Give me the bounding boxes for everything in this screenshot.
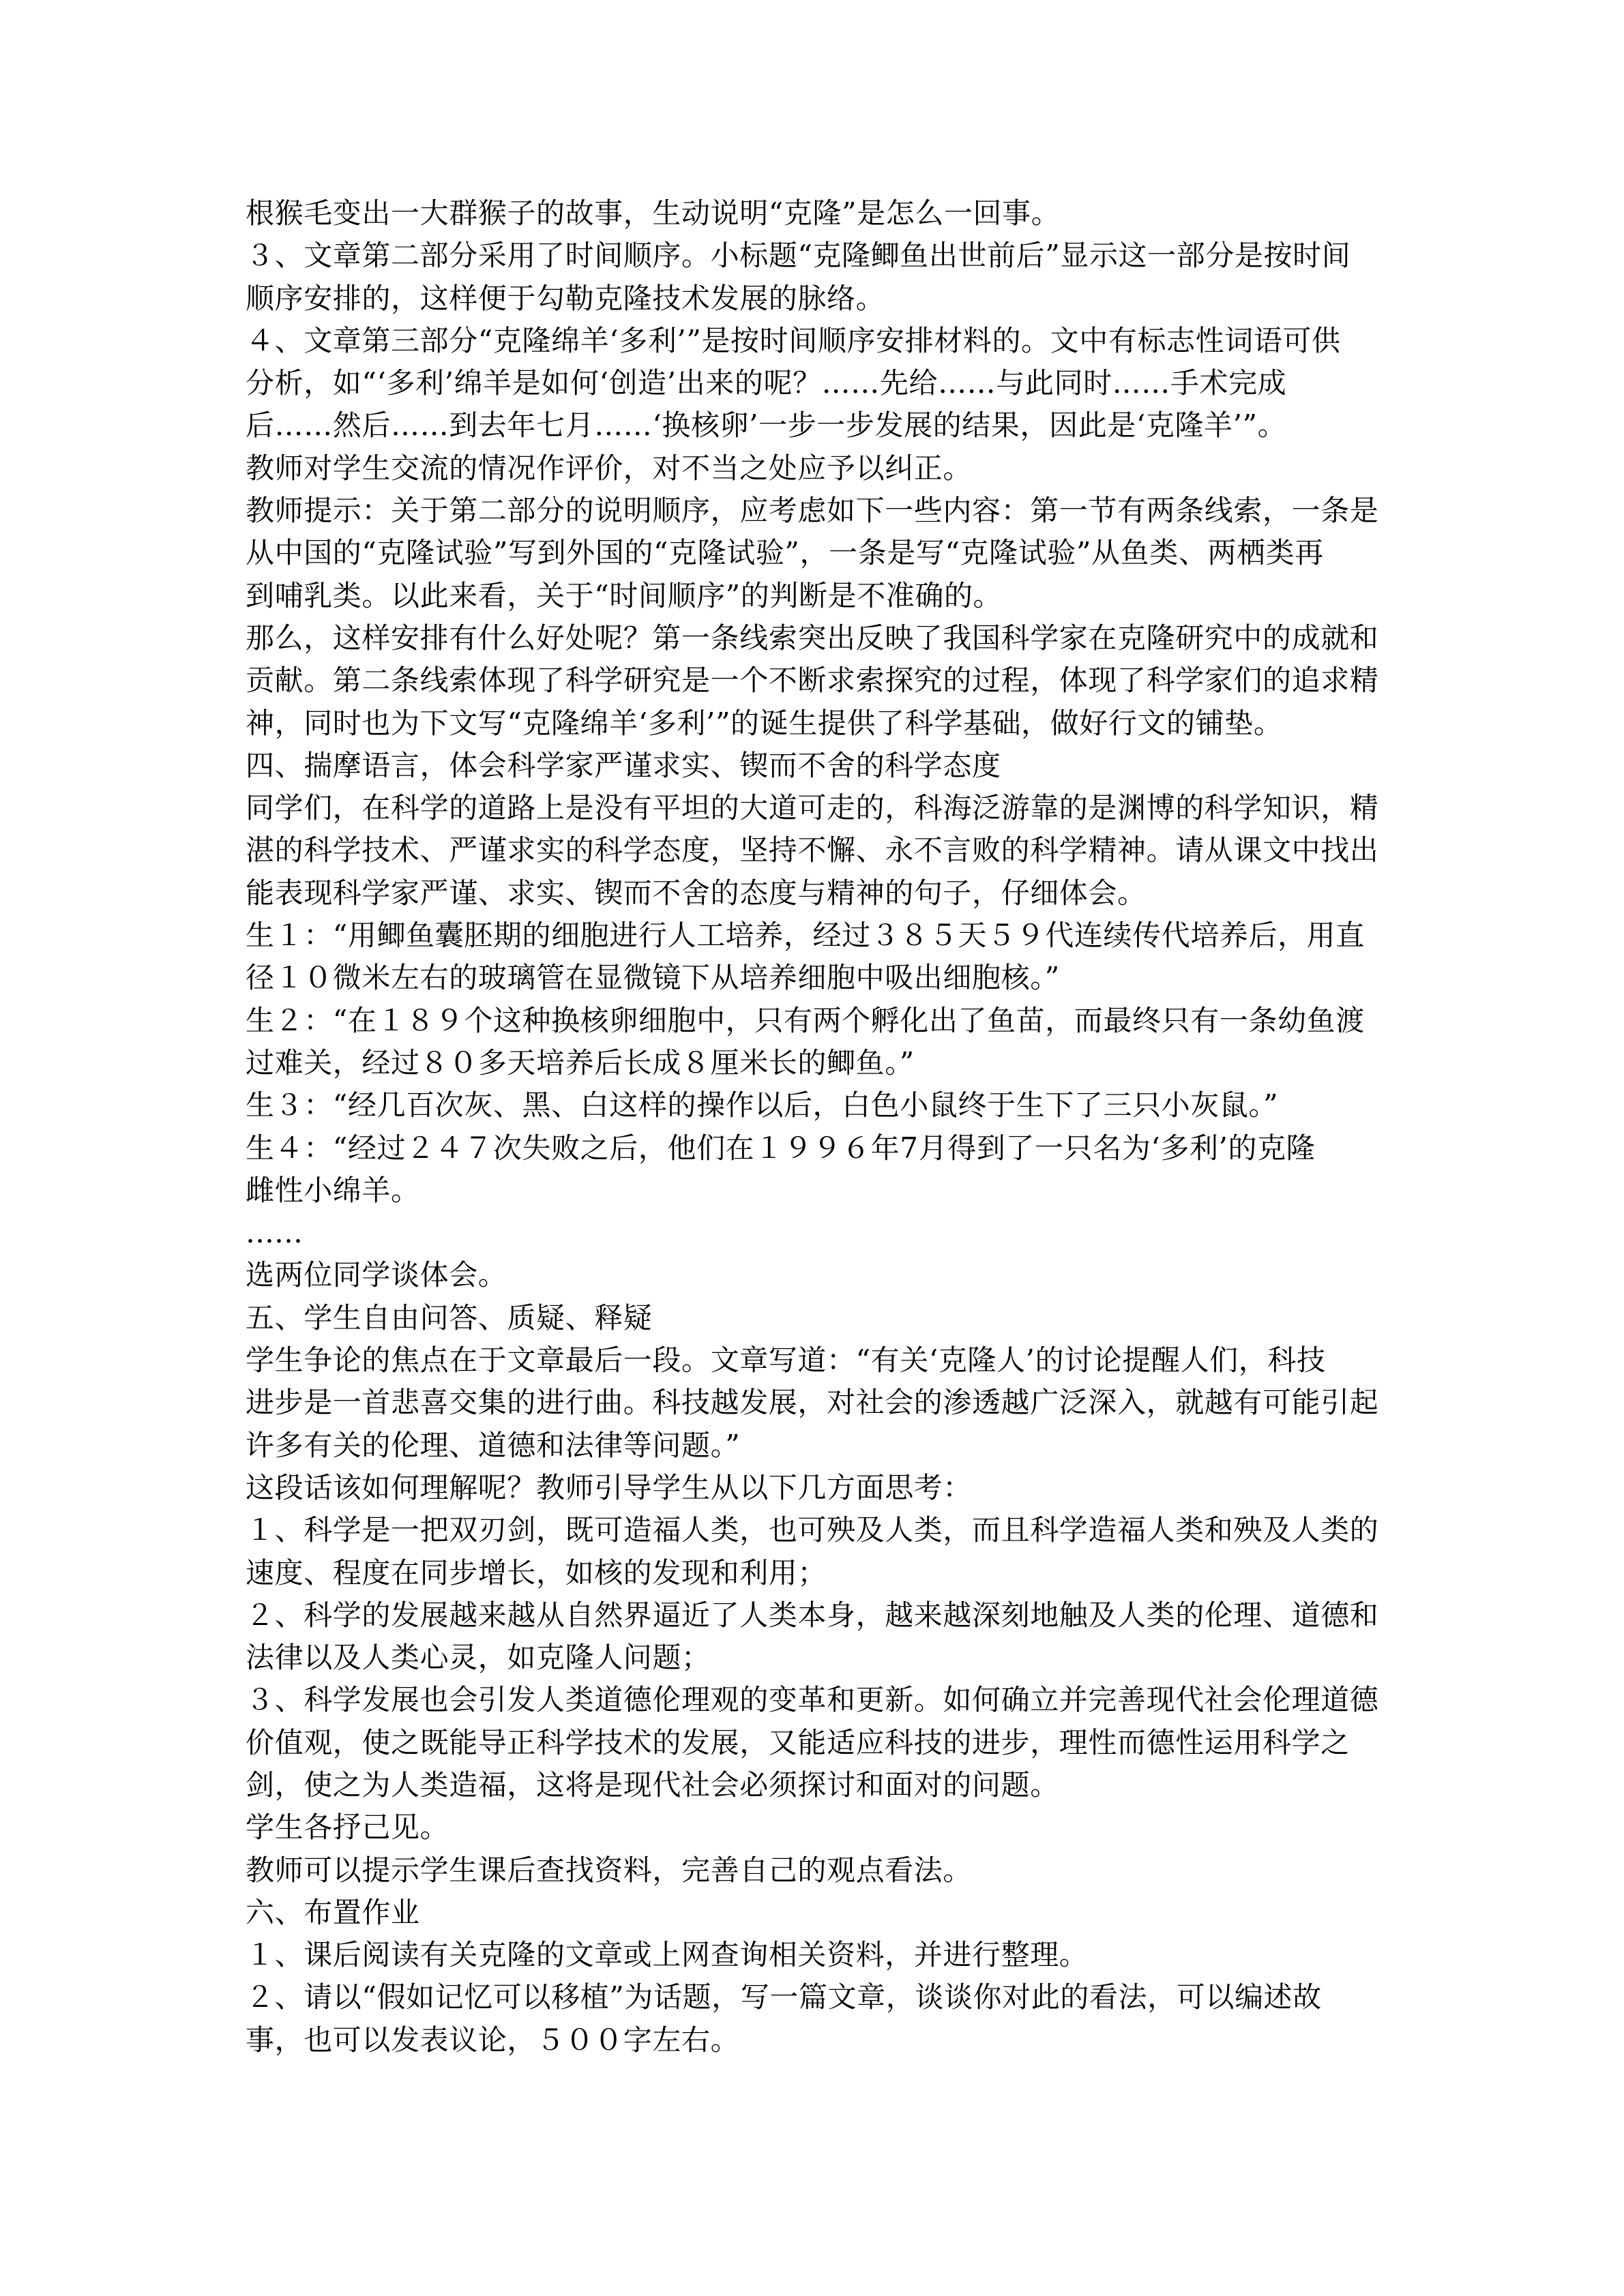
text-line: 根猴毛变出一大群猴子的故事，生动说明“克隆”是怎么一回事。 (246, 196, 1061, 230)
text-line: 教师对学生交流的情况作评价，对不当之处应予以纠正。 (246, 451, 973, 485)
text-line: 学生各抒己见。 (246, 1810, 449, 1845)
text-line: ２、请以“假如记忆可以移植”为话题，写一篇文章，谈谈你对此的看法，可以编述故 (246, 1980, 1322, 2014)
text-line: 同学们，在科学的道路上是没有平坦的大道可走的，科海泛游靠的是渊博的科学知识，精 (246, 791, 1379, 825)
text-line: 生１：“用鲫鱼囊胚期的细胞进行人工培养，经过３８５天５９代连续传代培养后，用直 (246, 919, 1365, 953)
text-line: ３、科学发展也会引发人类道德伦理观的变革和更新。如何确立并完善现代社会伦理道德 (246, 1683, 1379, 1717)
text-line: ４、文章第三部分“克隆绵羊‘多利’”是按时间顺序安排材料的。文中有标志性词语可供 (246, 323, 1341, 357)
text-line: 价值观，使之既能导正科学技术的发展，又能适应科技的进步，理性而德性运用科学之 (246, 1725, 1350, 1759)
text-line: 许多有关的伦理、道德和法律等问题。” (246, 1428, 741, 1462)
section-heading: 六、布置作业 (246, 1895, 420, 1929)
section-heading: 五、学生自由问答、质疑、释疑 (246, 1300, 653, 1335)
text-line: 那么，这样安排有什么好处呢？第一条线索突出反映了我国科学家在克隆研究中的成就和 (246, 621, 1379, 655)
text-line: 神，同时也为下文写“克隆绵羊‘多利’”的诞生提供了科学基础，做好行文的铺垫。 (246, 706, 1283, 740)
text-line: １、课后阅读有关克隆的文章或上网查询相关资料，并进行整理。 (246, 1938, 1089, 1972)
text-line: 生３：“经几百次灰、黑、白这样的操作以后，白色小鼠终于生下了三只小灰鼠。” (246, 1088, 1279, 1122)
text-line: 教师提示：关于第二部分的说明顺序，应考虑如下一些内容：第一节有两条线索，一条是 (246, 494, 1379, 528)
ellipsis-line: …… (246, 1216, 303, 1250)
text-line: 能表现科学家严谨、求实、锲而不舍的态度与精神的句子，仔细体会。 (246, 876, 1147, 910)
text-line: １、科学是一把双刃剑，既可造福人类，也可殃及人类，而且科学造福人类和殃及人类的 (246, 1513, 1379, 1547)
text-line: ３、文章第二部分采用了时间顺序。小标题“克隆鲫鱼出世前后”显示这一部分是按时间 (246, 239, 1351, 273)
text-line: 生４：“经过２４７次失败之后，他们在１９９６年7月得到了一只名为‘多利’的克隆 (246, 1131, 1316, 1165)
text-line: 事，也可以发表议论，５００字左右。 (246, 2023, 740, 2057)
text-line: 径１０微米左右的玻璃管在显微镜下从培养细胞中吸出细胞核。” (246, 961, 1060, 995)
text-line: 贡献。第二条线索体现了科学研究是一个不断求索探究的过程，体现了科学家们的追求精 (246, 664, 1379, 698)
text-line: 法律以及人类心灵，如克隆人问题； (246, 1641, 711, 1675)
text-line: 从中国的“克隆试验”写到外国的“克隆试验”，一条是写“克隆试验”从鱼类、两栖类再 (246, 536, 1324, 570)
text-line: 速度、程度在同步增长，如核的发现和利用； (246, 1555, 827, 1590)
text-line: 教师可以提示学生课后查找资料，完善自己的观点看法。 (246, 1853, 973, 1887)
text-line: 雌性小绵羊。 (246, 1173, 420, 1207)
text-line: 分析，如“‘多利’绵羊是如何‘创造’出来的呢？……先给……与此同时……手术完成 (246, 366, 1287, 400)
text-line: 剑，使之为人类造福，这将是现代社会必须探讨和面对的问题。 (246, 1768, 1059, 1802)
text-line: 进步是一首悲喜交集的进行曲。科技越发展，对社会的渗透越广泛深入，就越有可能引起 (246, 1386, 1379, 1420)
text-line: ２、科学的发展越来越从自然界逼近了人类本身，越来越深刻地触及人类的伦理、道德和 (246, 1598, 1379, 1632)
text-line: 这段话该如何理解呢？教师引导学生从以下几方面思考： (246, 1470, 973, 1504)
section-heading: 四、揣摩语言，体会科学家严谨求实、锲而不舍的科学态度 (246, 748, 1001, 782)
text-line: 学生争论的焦点在于文章最后一段。文章写道：“有关‘克隆人’的讨论提醒人们，科技 (246, 1343, 1326, 1377)
text-line: 顺序安排的，这样便于勾勒克隆技术发展的脉络。 (246, 281, 885, 315)
text-line: 生２：“在１８９个这种换核卵细胞中，只有两个孵化出了鱼苗，而最终只有一条幼鱼渡 (246, 1003, 1365, 1037)
text-line: 湛的科学技术、严谨求实的科学态度，坚持不懈、永不言败的科学精神。请从课文中找出 (246, 833, 1379, 867)
text-line: 到哺乳类。以此来看，关于“时间顺序”的判断是不准确的。 (246, 578, 1003, 612)
text-line: 过难关，经过８０多天培养后长成８厘米长的鲫鱼。” (246, 1045, 915, 1079)
text-line: 后……然后……到去年七月……‘换核卵’一步一步发展的结果，因此是‘克隆羊’”。 (246, 408, 1287, 443)
text-line: 选两位同学谈体会。 (246, 1258, 507, 1292)
document-body (246, 192, 1378, 2061)
